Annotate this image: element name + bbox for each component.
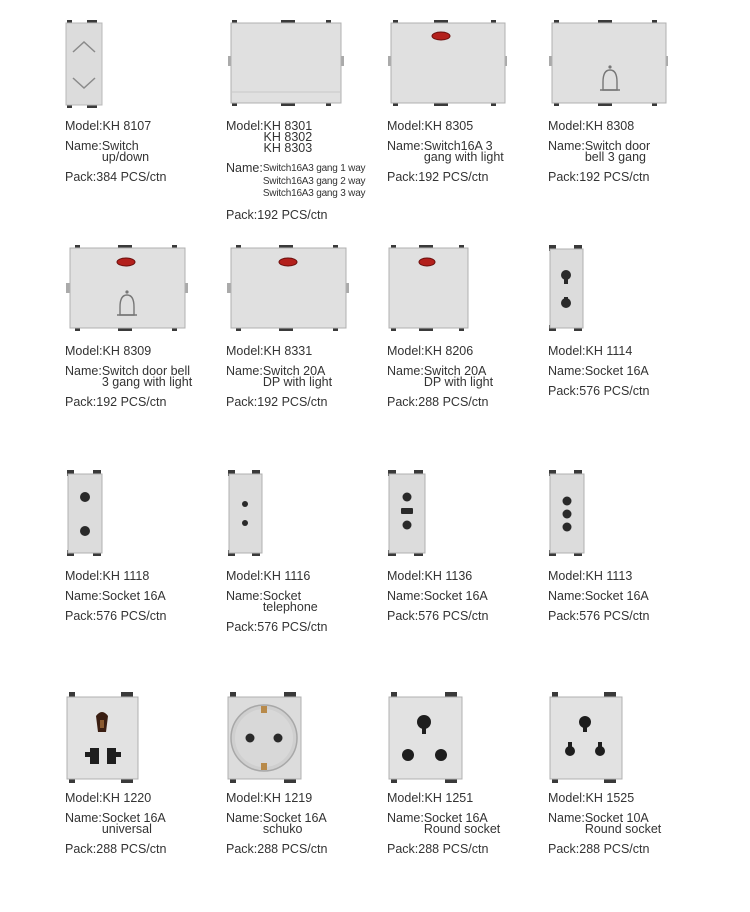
model-label: Model: — [387, 569, 425, 583]
model-number: KH 1118 — [102, 569, 150, 583]
round-socket-icon — [387, 692, 547, 797]
model-label: Model: — [387, 791, 425, 805]
product-name: Switch16A 3 gang with light — [423, 139, 504, 164]
model-label: Model: — [387, 119, 425, 133]
name-label: Name: — [226, 161, 263, 175]
pack-quantity: 192 PCS/ctn — [257, 207, 328, 222]
model-number: KH 1113 — [585, 569, 633, 583]
product-card — [226, 245, 386, 465]
pack-quantity: 288 PCS/ctn — [96, 842, 167, 856]
name-label: Name: — [548, 364, 585, 378]
three-hole-socket-icon — [548, 470, 708, 575]
pack-quantity: 192 PCS/ctn — [257, 395, 328, 409]
name-label: Name: — [387, 811, 424, 825]
product-name: Switch door bell 3 gang — [584, 139, 651, 164]
model-number: KH 1219 — [263, 791, 313, 805]
switch-20a-compact-icon — [387, 245, 547, 350]
product-card — [387, 20, 547, 240]
model-label: Model: — [65, 344, 103, 358]
pack-quantity: 576 PCS/ctn — [96, 609, 167, 623]
model-label: Model: — [548, 344, 586, 358]
model-label: Model: — [65, 569, 103, 583]
name-label: Name: — [65, 811, 102, 825]
product-spec — [226, 793, 391, 864]
universal-socket-icon — [65, 692, 225, 797]
model-label: Model: — [548, 119, 586, 133]
product-spec — [548, 793, 713, 864]
name-label: Name: — [65, 364, 102, 378]
pack-label: Pack: — [226, 842, 258, 856]
pack-quantity: 288 PCS/ctn — [418, 842, 489, 856]
model-number: KH 8301 KH 8302 KH 8303 — [263, 119, 313, 155]
product-card — [226, 692, 386, 912]
pack-quantity: 288 PCS/ctn — [579, 842, 650, 856]
model-label: Model: — [548, 791, 586, 805]
model-number: KH 1251 — [424, 791, 474, 805]
switch-with-light-icon — [387, 20, 547, 125]
product-spec — [65, 793, 230, 864]
pack-label: Pack: — [65, 842, 97, 856]
pack-label: Pack: — [65, 609, 97, 623]
pack-quantity: 192 PCS/ctn — [96, 395, 167, 409]
model-label: Model: — [65, 791, 103, 805]
product-card — [548, 692, 708, 912]
product-spec — [548, 571, 713, 631]
product-card — [387, 470, 547, 690]
model-label: Model: — [387, 344, 425, 358]
name-label: Name: — [548, 589, 585, 603]
pack-quantity: 576 PCS/ctn — [418, 609, 489, 623]
bell-switch-with-light-icon — [65, 245, 225, 350]
name-label: Name: — [548, 811, 585, 825]
pack-quantity: 576 PCS/ctn — [579, 384, 650, 398]
name-label: Name: — [548, 139, 585, 153]
product-card — [226, 470, 386, 690]
product-card — [226, 20, 386, 240]
pack-label: Pack: — [548, 609, 580, 623]
pack-label: Pack: — [226, 207, 258, 222]
pack-label: Pack: — [226, 620, 258, 634]
product-card — [65, 470, 225, 690]
model-number: KH 8206 — [424, 344, 474, 358]
model-number: KH 1136 — [424, 569, 473, 583]
pack-quantity: 192 PCS/ctn — [418, 170, 489, 184]
model-number: KH 8305 — [424, 119, 474, 133]
pack-quantity: 576 PCS/ctn — [257, 620, 328, 634]
pack-label: Pack: — [226, 395, 258, 409]
bell-switch-icon — [548, 20, 708, 125]
product-spec — [387, 793, 552, 864]
pack-label: Pack: — [65, 170, 97, 184]
model-number: KH 8107 — [102, 119, 152, 133]
name-label: Name: — [387, 589, 424, 603]
pack-label: Pack: — [548, 170, 580, 184]
pack-quantity: 288 PCS/ctn — [257, 842, 328, 856]
product-spec — [226, 571, 391, 642]
product-name: Socket 16A universal — [101, 811, 166, 836]
round-socket-10a-icon — [548, 692, 708, 797]
product-name: Switch 20A DP with light — [423, 364, 494, 389]
name-label: Name: — [387, 139, 424, 153]
product-name: Socket 16A schuko — [262, 811, 327, 836]
product-name: Switch door bell 3 gang with light — [101, 364, 193, 389]
telephone-socket-icon — [226, 470, 386, 575]
pack-label: Pack: — [548, 842, 580, 856]
product-name: Socket 16A — [584, 589, 649, 603]
product-spec — [65, 121, 230, 192]
two-pin-socket-icon — [65, 470, 225, 575]
product-card — [548, 245, 708, 465]
model-label: Model: — [548, 569, 586, 583]
model-label: Model: — [65, 119, 103, 133]
model-number: KH 1114 — [585, 344, 633, 358]
model-label: Model: — [226, 344, 264, 358]
model-number: KH 1525 — [585, 791, 635, 805]
pack-quantity: 192 PCS/ctn — [579, 170, 650, 184]
product-card — [65, 692, 225, 912]
wide-switch-icon — [226, 20, 386, 125]
model-number: KH 1220 — [102, 791, 152, 805]
model-number: KH 8331 — [263, 344, 313, 358]
three-pin-socket-icon — [387, 470, 547, 575]
model-label: Model: — [226, 569, 264, 583]
product-spec — [65, 346, 230, 417]
product-name: Switch16A3 gang 1 way Switch16A3 gang 2 way Switch16A3 gang 3 way — [262, 163, 366, 199]
product-card — [387, 245, 547, 465]
name-label: Name: — [65, 139, 102, 153]
product-name: Switch 20A DP with light — [262, 364, 333, 389]
model-number: KH 8308 — [585, 119, 635, 133]
product-spec — [387, 121, 552, 192]
model-label: Model: — [226, 791, 264, 805]
up-down-switch-icon — [65, 20, 225, 125]
schuko-socket-icon — [226, 692, 386, 797]
product-card — [65, 20, 225, 240]
pack-quantity: 384 PCS/ctn — [96, 170, 167, 184]
pack-label: Pack: — [387, 842, 419, 856]
product-card — [65, 245, 225, 465]
pack-label: Pack: — [387, 395, 419, 409]
switch-20a-with-light-icon — [226, 245, 386, 350]
pack-label: Pack: — [548, 384, 580, 398]
product-name: Socket 16A Round socket — [423, 811, 501, 836]
name-label: Name: — [226, 589, 263, 603]
product-name: Socket telephone — [262, 589, 318, 614]
product-card — [548, 470, 708, 690]
product-spec — [387, 346, 552, 417]
product-spec — [65, 571, 230, 631]
product-spec — [548, 346, 713, 406]
model-number: KH 8309 — [102, 344, 152, 358]
pack-label: Pack: — [65, 395, 97, 409]
product-name: Socket 16A — [101, 589, 166, 603]
product-spec — [387, 571, 552, 631]
pack-quantity: 576 PCS/ctn — [579, 609, 650, 623]
product-spec — [226, 121, 391, 230]
pack-label: Pack: — [387, 170, 419, 184]
product-name: Socket 16A — [423, 589, 488, 603]
product-card — [387, 692, 547, 912]
model-label: Model: — [226, 119, 264, 133]
model-number: KH 1116 — [263, 569, 311, 583]
product-card — [548, 20, 708, 240]
product-name: Socket 10A Round socket — [584, 811, 662, 836]
pack-quantity: 288 PCS/ctn — [418, 395, 489, 409]
narrow-socket-icon — [548, 245, 708, 350]
product-spec — [226, 346, 391, 417]
product-name: Switch up/down — [101, 139, 150, 164]
product-name: Socket 16A — [584, 364, 649, 378]
pack-label: Pack: — [387, 609, 419, 623]
name-label: Name: — [387, 364, 424, 378]
name-label: Name: — [226, 364, 263, 378]
name-label: Name: — [226, 811, 263, 825]
product-spec — [548, 121, 713, 192]
name-label: Name: — [65, 589, 102, 603]
